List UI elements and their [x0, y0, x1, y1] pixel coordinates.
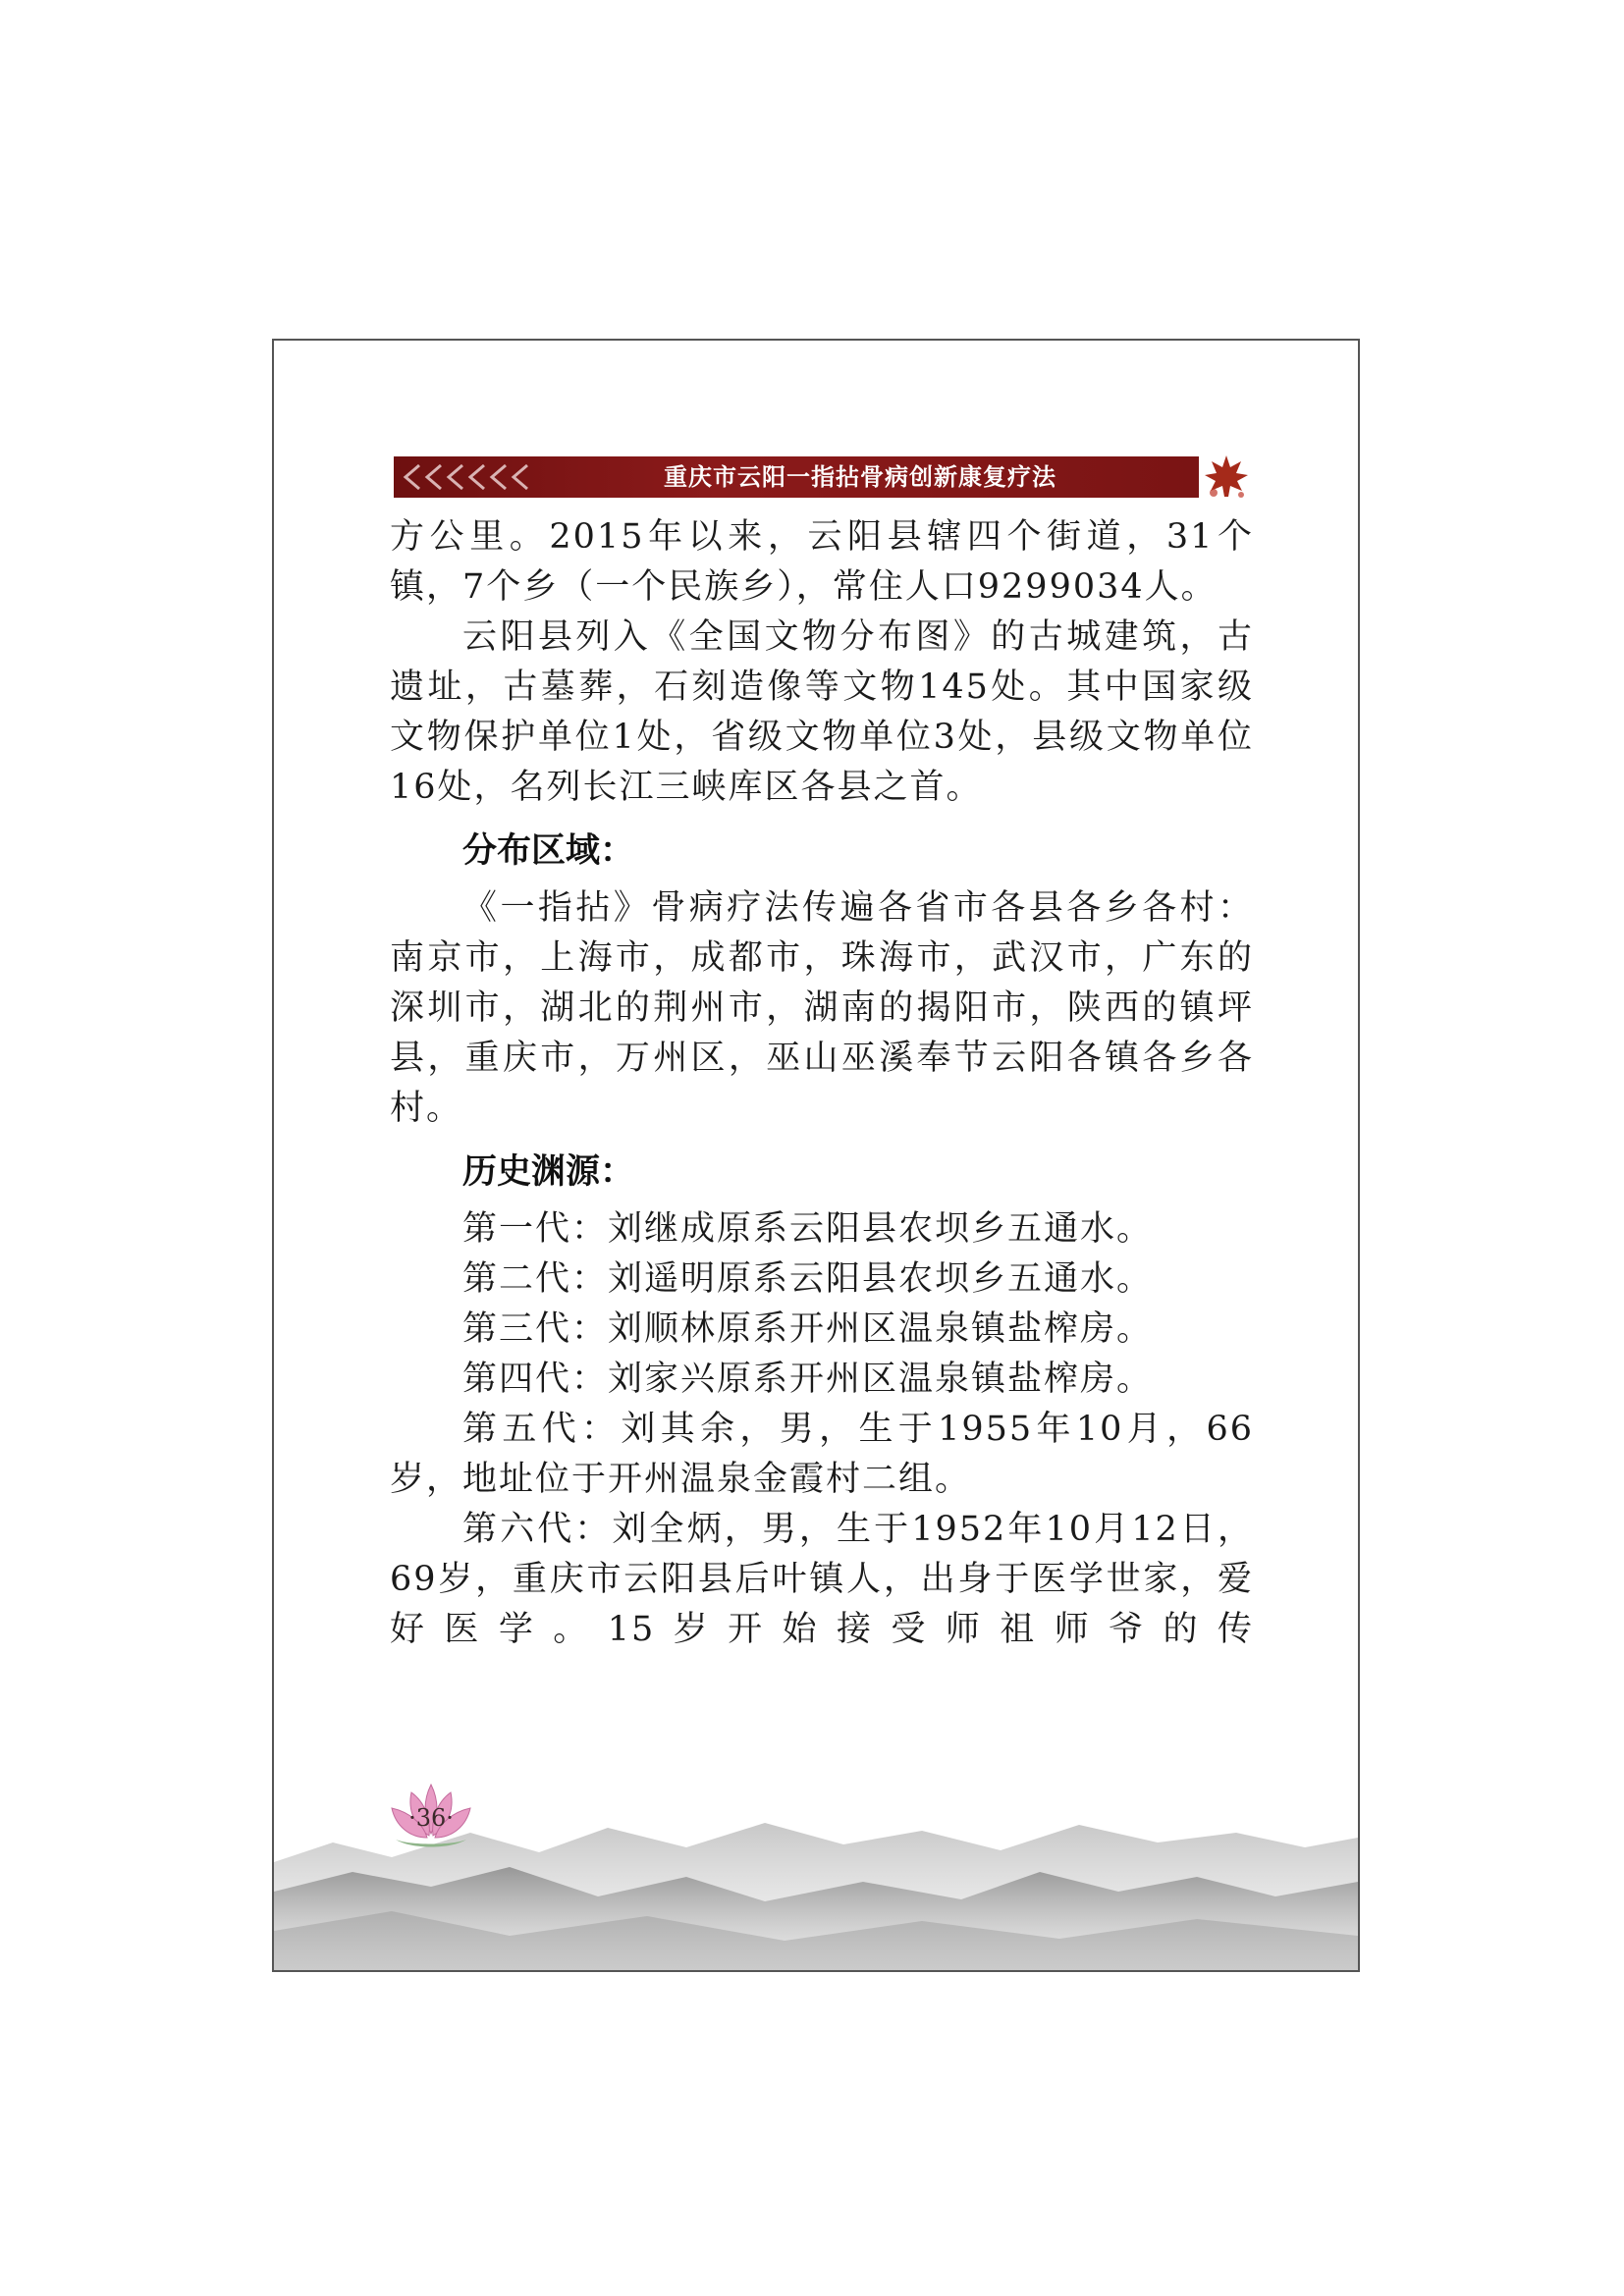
paragraph: 云阳县列入《全国文物分布图》的古城建筑，古遗址，古墓葬，石刻造像等文物145处。其中国家级文物保护单位1处，省级文物单位3处，县级文物单位16处，名列长江三峡库区各县之首。 [390, 617, 1254, 807]
history-item: 第六代：刘全炳，男，生于1952年10月12日，69岁，重庆市云阳县后叶镇人，出身于医学世家，爱好医学。15岁开始接受师祖师爷的传 [390, 1510, 1254, 1649]
history-item: 第五代：刘其余，男，生于1955年10月，66岁，地址位于开州温泉金霞村二组。 [390, 1410, 1254, 1499]
maple-leaf-icon [1202, 452, 1251, 501]
history-item: 第一代：刘继成原系云阳县农坝乡五通水。 [462, 1209, 1154, 1249]
history-item: 第二代：刘遥明原系云阳县农坝乡五通水。 [462, 1259, 1154, 1299]
page-number-badge [382, 1779, 480, 1855]
header-title: 重庆市云阳一指拈骨病创新康复疗法 [664, 463, 1056, 491]
section-heading-history: 历史渊源： [462, 1152, 635, 1192]
chevron-arrows-icon [400, 462, 537, 492]
page-number: ·36· [408, 1804, 454, 1832]
page-frame [272, 339, 1360, 1972]
history-item: 第四代：刘家兴原系开州区温泉镇盐榨房。 [462, 1360, 1154, 1399]
paragraph: 方公里。2015年以来，云阳县辖四个街道，31个镇，7个乡（一个民族乡），常住人口9299034人。 [390, 517, 1254, 607]
paragraph: 《一指拈》骨病疗法传遍各省市各县各乡各村：南京市，上海市，成都市，珠海市，武汉市，广东的深圳市，湖北的荆州市，湖南的揭阳市，陕西的镇坪县，重庆市，万州区，巫山巫溪奉节云阳各镇各乡各村。 [390, 888, 1254, 1128]
section-heading-distribution: 分布区域： [462, 831, 635, 871]
header-banner [394, 456, 1199, 498]
main-content [390, 512, 1254, 1655]
history-item: 第三代：刘顺林原系开州区温泉镇盐榨房。 [462, 1309, 1154, 1349]
